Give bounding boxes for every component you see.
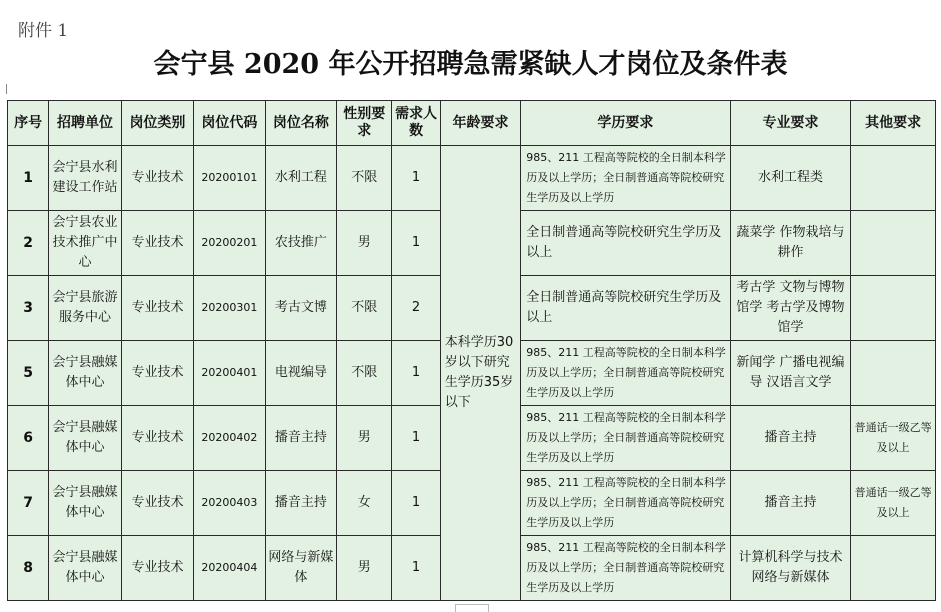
header-code: 岗位代码 (194, 101, 265, 146)
cell-seq: 7 (8, 471, 49, 536)
cell-age-requirement: 本科学历30岁以下研究生学历35岁以下 (440, 146, 521, 601)
cell-education: 985、211 工程高等院校的全日制本科学历及以上学历；全日制普通高等院校研究生学历及以上学历 (521, 146, 730, 211)
cell-code: 20200401 (194, 341, 265, 406)
cell-position-name: 电视编导 (265, 341, 336, 406)
table-header-row (8, 101, 936, 146)
cell-seq: 3 (8, 276, 49, 341)
cell-other (851, 146, 936, 211)
cell-other (851, 341, 936, 406)
cell-code: 20200301 (194, 276, 265, 341)
header-age: 年龄要求 (440, 101, 521, 146)
cell-major: 水利工程类 (730, 146, 851, 211)
cell-education: 985、211 工程高等院校的全日制本科学历及以上学历；全日制普通高等院校研究生学历及以上学历 (521, 406, 730, 471)
cell-count: 1 (392, 146, 440, 211)
cell-unit: 会宁县旅游服务中心 (49, 276, 121, 341)
cell-seq: 8 (8, 536, 49, 601)
cell-major: 蔬菜学 作物栽培与耕作 (730, 211, 851, 276)
cell-count: 1 (392, 536, 440, 601)
cell-unit: 会宁县水利建设工作站 (49, 146, 121, 211)
cell-count: 2 (392, 276, 440, 341)
cell-major: 播音主持 (730, 406, 851, 471)
cell-major: 考古学 文物与博物馆学 考古学及博物馆学 (730, 276, 851, 341)
header-major: 专业要求 (730, 101, 851, 146)
header-count: 需求人数 (392, 101, 440, 146)
cell-position-name: 考古文博 (265, 276, 336, 341)
cell-gender: 男 (337, 536, 392, 601)
cell-gender: 男 (337, 211, 392, 276)
header-education: 学历要求 (521, 101, 730, 146)
cell-major: 播音主持 (730, 471, 851, 536)
cell-category: 专业技术 (121, 536, 193, 601)
cell-seq: 2 (8, 211, 49, 276)
cell-other: 普通话一级乙等及以上 (851, 471, 936, 536)
cell-category: 专业技术 (121, 146, 193, 211)
cell-code: 20200403 (194, 471, 265, 536)
cell-education: 全日制普通高等院校研究生学历及以上 (521, 276, 730, 341)
cell-position-name: 农技推广 (265, 211, 336, 276)
cell-gender: 不限 (337, 341, 392, 406)
header-category: 岗位类别 (121, 101, 193, 146)
cell-gender: 不限 (337, 276, 392, 341)
cell-gender: 男 (337, 406, 392, 471)
cell-unit: 会宁县融媒体中心 (49, 341, 121, 406)
positions-table (7, 100, 936, 601)
cell-count: 1 (392, 341, 440, 406)
document-title: 会宁县 2020 年公开招聘急需紧缺人才岗位及条件表 (153, 49, 788, 80)
cell-education: 985、211 工程高等院校的全日制本科学历及以上学历；全日制普通高等院校研究生学历及以上学历 (521, 536, 730, 601)
cell-code: 20200404 (194, 536, 265, 601)
cell-position-name: 网络与新媒体 (265, 536, 336, 601)
cell-count: 1 (392, 406, 440, 471)
cell-seq: 6 (8, 406, 49, 471)
cell-category: 专业技术 (121, 406, 193, 471)
header-gender: 性别要求 (337, 101, 392, 146)
cell-category: 专业技术 (121, 471, 193, 536)
page-edge-marker (0, 84, 7, 94)
cell-category: 专业技术 (121, 211, 193, 276)
cell-seq: 1 (8, 146, 49, 211)
cell-code: 20200101 (194, 146, 265, 211)
cell-unit: 会宁县融媒体中心 (49, 471, 121, 536)
header-position-name: 岗位名称 (265, 101, 336, 146)
cell-code: 20200402 (194, 406, 265, 471)
cell-major: 新闻学 广播电视编导 汉语言文学 (730, 341, 851, 406)
header-seq: 序号 (8, 101, 49, 146)
cell-unit: 会宁县融媒体中心 (49, 406, 121, 471)
cell-unit: 会宁县融媒体中心 (49, 536, 121, 601)
cell-other (851, 211, 936, 276)
cell-category: 专业技术 (121, 276, 193, 341)
cell-count: 1 (392, 211, 440, 276)
cell-count: 1 (392, 471, 440, 536)
cell-other: 普通话一级乙等及以上 (851, 406, 936, 471)
cell-position-name: 播音主持 (265, 471, 336, 536)
cell-unit: 会宁县农业技术推广中心 (49, 211, 121, 276)
cell-seq: 5 (8, 341, 49, 406)
cell-other (851, 276, 936, 341)
cell-position-name: 水利工程 (265, 146, 336, 211)
cell-gender: 女 (337, 471, 392, 536)
cell-category: 专业技术 (121, 341, 193, 406)
header-other: 其他要求 (851, 101, 936, 146)
attachment-label: 附件 1 (18, 21, 69, 41)
cell-code: 20200201 (194, 211, 265, 276)
cell-education: 985、211 工程高等院校的全日制本科学历及以上学历；全日制普通高等院校研究生学历及以上学历 (521, 341, 730, 406)
table-row (8, 146, 936, 211)
cell-gender: 不限 (337, 146, 392, 211)
header-unit: 招聘单位 (49, 101, 121, 146)
cell-education: 全日制普通高等院校研究生学历及以上 (521, 211, 730, 276)
cell-major: 计算机科学与技术 网络与新媒体 (730, 536, 851, 601)
cell-other (851, 536, 936, 601)
cell-position-name: 播音主持 (265, 406, 336, 471)
cell-education: 985、211 工程高等院校的全日制本科学历及以上学历；全日制普通高等院校研究生学历及以上学历 (521, 471, 730, 536)
